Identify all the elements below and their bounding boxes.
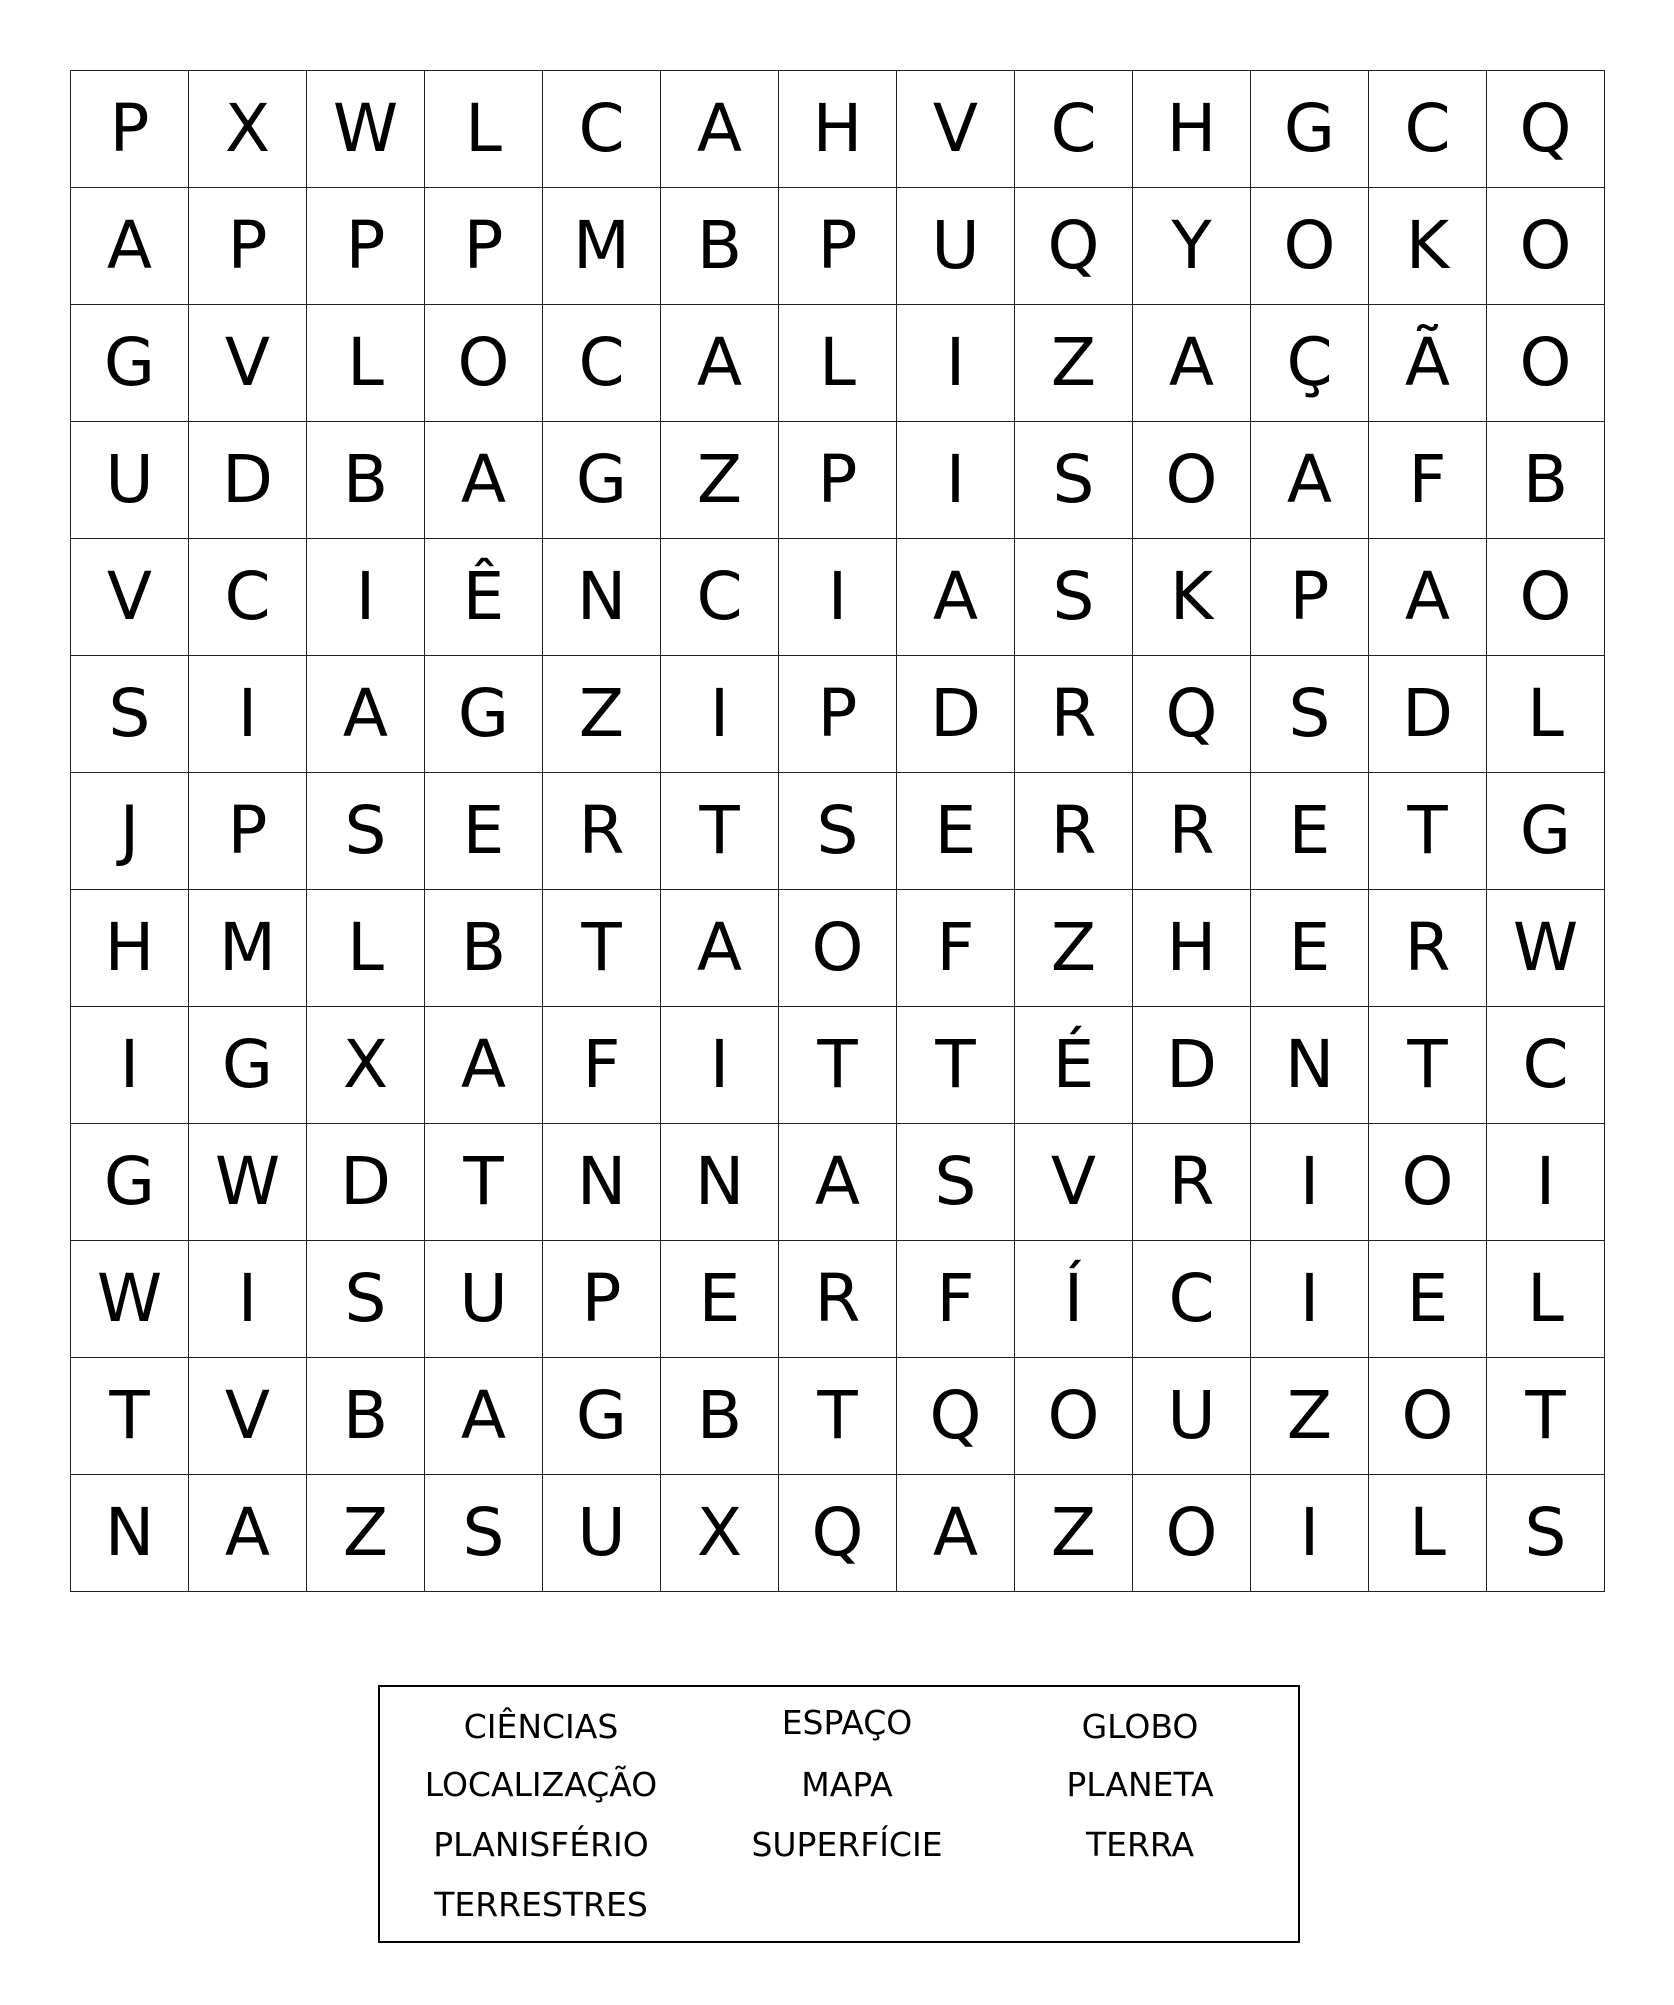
- grid-row: [71, 71, 1605, 188]
- grid-cell[interactable]: G: [1487, 773, 1605, 890]
- grid-cell[interactable]: T: [779, 1007, 897, 1124]
- grid-cell[interactable]: O: [779, 890, 897, 1007]
- grid-cell[interactable]: H: [71, 890, 189, 1007]
- grid-cell[interactable]: A: [661, 71, 779, 188]
- word-list-item: CIÊNCIAS: [463, 1707, 619, 1746]
- grid-cell[interactable]: N: [661, 1124, 779, 1241]
- grid-cell[interactable]: N: [71, 1475, 189, 1592]
- grid-cell[interactable]: B: [307, 422, 425, 539]
- grid-cell[interactable]: B: [1487, 422, 1605, 539]
- grid-cell[interactable]: Q: [1487, 71, 1605, 188]
- grid-cell[interactable]: R: [1369, 890, 1487, 1007]
- grid-cell[interactable]: G: [543, 422, 661, 539]
- grid-cell[interactable]: I: [1487, 1124, 1605, 1241]
- grid-cell[interactable]: C: [1487, 1007, 1605, 1124]
- grid-cell[interactable]: I: [779, 539, 897, 656]
- grid-cell[interactable]: L: [779, 305, 897, 422]
- grid-cell[interactable]: P: [425, 188, 543, 305]
- word-list-item: PLANISFÉRIO: [433, 1825, 649, 1864]
- grid-cell[interactable]: Z: [543, 656, 661, 773]
- grid-cell[interactable]: M: [189, 890, 307, 1007]
- grid-cell[interactable]: A: [71, 188, 189, 305]
- grid-cell[interactable]: G: [425, 656, 543, 773]
- grid-cell[interactable]: I: [189, 656, 307, 773]
- grid-cell[interactable]: W: [71, 1241, 189, 1358]
- grid-cell[interactable]: Z: [1251, 1358, 1369, 1475]
- grid-cell[interactable]: H: [1133, 71, 1251, 188]
- grid-cell[interactable]: Ã: [1369, 305, 1487, 422]
- grid-cell[interactable]: C: [543, 71, 661, 188]
- grid-row: [71, 188, 1605, 305]
- grid-cell[interactable]: T: [897, 1007, 1015, 1124]
- grid-cell[interactable]: S: [897, 1124, 1015, 1241]
- grid-cell[interactable]: U: [1133, 1358, 1251, 1475]
- grid-cell[interactable]: K: [1369, 188, 1487, 305]
- grid-cell[interactable]: Í: [1015, 1241, 1133, 1358]
- grid-row: [71, 305, 1605, 422]
- grid-cell[interactable]: W: [189, 1124, 307, 1241]
- word-list-item: PLANETA: [1066, 1765, 1214, 1804]
- grid-cell[interactable]: K: [1133, 539, 1251, 656]
- grid-row: [71, 656, 1605, 773]
- grid-cell[interactable]: I: [897, 305, 1015, 422]
- grid-cell[interactable]: E: [1251, 773, 1369, 890]
- grid-cell[interactable]: O: [1487, 188, 1605, 305]
- grid-cell[interactable]: G: [1251, 71, 1369, 188]
- grid-cell[interactable]: O: [425, 305, 543, 422]
- grid-cell[interactable]: E: [1369, 1241, 1487, 1358]
- grid-cell[interactable]: A: [661, 305, 779, 422]
- grid-cell[interactable]: P: [1251, 539, 1369, 656]
- grid-cell[interactable]: S: [779, 773, 897, 890]
- grid-cell[interactable]: G: [189, 1007, 307, 1124]
- grid-cell[interactable]: A: [779, 1124, 897, 1241]
- grid-cell[interactable]: P: [779, 656, 897, 773]
- grid-cell[interactable]: O: [1369, 1358, 1487, 1475]
- grid-cell[interactable]: J: [71, 773, 189, 890]
- grid-cell[interactable]: I: [897, 422, 1015, 539]
- grid-cell[interactable]: B: [307, 1358, 425, 1475]
- grid-cell[interactable]: P: [779, 422, 897, 539]
- grid-cell[interactable]: P: [307, 188, 425, 305]
- grid-cell[interactable]: T: [425, 1124, 543, 1241]
- grid-cell[interactable]: X: [661, 1475, 779, 1592]
- grid-cell[interactable]: Ê: [425, 539, 543, 656]
- grid-cell[interactable]: C: [1369, 71, 1487, 188]
- grid-row: [71, 1475, 1605, 1592]
- grid-cell[interactable]: R: [1015, 656, 1133, 773]
- grid-cell[interactable]: E: [1251, 890, 1369, 1007]
- grid-cell[interactable]: X: [189, 71, 307, 188]
- grid-cell[interactable]: S: [1015, 539, 1133, 656]
- grid-cell[interactable]: Q: [779, 1475, 897, 1592]
- word-list-column-1: [388, 1687, 694, 1941]
- grid-cell[interactable]: N: [1251, 1007, 1369, 1124]
- grid-cell[interactable]: A: [189, 1475, 307, 1592]
- grid-cell[interactable]: S: [71, 656, 189, 773]
- grid-cell[interactable]: X: [307, 1007, 425, 1124]
- grid-cell[interactable]: Z: [1015, 1475, 1133, 1592]
- grid-cell[interactable]: T: [1487, 1358, 1605, 1475]
- grid-cell[interactable]: F: [897, 1241, 1015, 1358]
- grid-cell[interactable]: Q: [897, 1358, 1015, 1475]
- grid-cell[interactable]: F: [543, 1007, 661, 1124]
- grid-cell[interactable]: Q: [1133, 656, 1251, 773]
- grid-cell[interactable]: U: [425, 1241, 543, 1358]
- grid-cell[interactable]: T: [1369, 773, 1487, 890]
- grid-cell[interactable]: E: [661, 1241, 779, 1358]
- grid-cell[interactable]: P: [189, 773, 307, 890]
- grid-cell[interactable]: O: [1133, 422, 1251, 539]
- grid-cell[interactable]: R: [1133, 773, 1251, 890]
- grid-cell[interactable]: F: [897, 890, 1015, 1007]
- grid-cell[interactable]: I: [307, 539, 425, 656]
- grid-cell[interactable]: A: [897, 539, 1015, 656]
- grid-cell[interactable]: C: [1133, 1241, 1251, 1358]
- grid-cell[interactable]: W: [307, 71, 425, 188]
- grid-cell[interactable]: S: [425, 1475, 543, 1592]
- grid-cell[interactable]: S: [1487, 1475, 1605, 1592]
- grid-cell[interactable]: H: [1133, 890, 1251, 1007]
- grid-cell[interactable]: W: [1487, 890, 1605, 1007]
- grid-cell[interactable]: A: [1133, 305, 1251, 422]
- grid-cell[interactable]: A: [425, 1358, 543, 1475]
- grid-cell[interactable]: V: [189, 1358, 307, 1475]
- grid-cell[interactable]: P: [189, 188, 307, 305]
- grid-cell[interactable]: A: [1251, 422, 1369, 539]
- grid-row: [71, 1358, 1605, 1475]
- grid-cell[interactable]: A: [425, 422, 543, 539]
- grid-cell[interactable]: I: [1251, 1475, 1369, 1592]
- grid-cell[interactable]: I: [661, 1007, 779, 1124]
- grid-cell[interactable]: T: [71, 1358, 189, 1475]
- grid-row: [71, 1007, 1605, 1124]
- grid-row: [71, 1124, 1605, 1241]
- grid-cell[interactable]: S: [307, 1241, 425, 1358]
- grid-cell[interactable]: C: [1015, 71, 1133, 188]
- word-list-column-2: [694, 1687, 1000, 1941]
- grid-cell[interactable]: U: [71, 422, 189, 539]
- grid-cell[interactable]: A: [1369, 539, 1487, 656]
- word-list-item: LOCALIZAÇÃO: [424, 1765, 658, 1804]
- grid-cell[interactable]: Z: [1015, 890, 1133, 1007]
- grid-cell[interactable]: R: [543, 773, 661, 890]
- grid-cell[interactable]: Ç: [1251, 305, 1369, 422]
- grid-cell[interactable]: C: [661, 539, 779, 656]
- grid-cell[interactable]: D: [897, 656, 1015, 773]
- word-list-item: TERRESTRES: [434, 1885, 648, 1924]
- grid-cell[interactable]: I: [71, 1007, 189, 1124]
- grid-cell[interactable]: C: [189, 539, 307, 656]
- grid-cell[interactable]: O: [1487, 305, 1605, 422]
- grid-cell[interactable]: A: [307, 656, 425, 773]
- grid-cell[interactable]: P: [543, 1241, 661, 1358]
- grid-cell[interactable]: V: [897, 71, 1015, 188]
- grid-cell[interactable]: T: [661, 773, 779, 890]
- grid-cell[interactable]: I: [1251, 1241, 1369, 1358]
- grid-cell[interactable]: G: [543, 1358, 661, 1475]
- grid-cell[interactable]: Z: [661, 422, 779, 539]
- grid-cell[interactable]: R: [1133, 1124, 1251, 1241]
- grid-cell[interactable]: L: [425, 71, 543, 188]
- grid-cell[interactable]: A: [661, 890, 779, 1007]
- grid-cell[interactable]: I: [1251, 1124, 1369, 1241]
- grid-cell[interactable]: I: [661, 656, 779, 773]
- grid-cell[interactable]: S: [1251, 656, 1369, 773]
- grid-cell[interactable]: D: [1133, 1007, 1251, 1124]
- grid-cell[interactable]: G: [71, 1124, 189, 1241]
- grid-row: [71, 773, 1605, 890]
- grid-cell[interactable]: H: [779, 71, 897, 188]
- grid-cell[interactable]: U: [897, 188, 1015, 305]
- word-list-box: [378, 1685, 1300, 1943]
- grid-cell[interactable]: Z: [1015, 305, 1133, 422]
- grid-cell[interactable]: E: [425, 773, 543, 890]
- word-list-item: ESPAÇO: [781, 1703, 913, 1742]
- grid-cell[interactable]: O: [1251, 188, 1369, 305]
- letter-grid: [70, 70, 1605, 1592]
- grid-cell[interactable]: P: [779, 188, 897, 305]
- grid-cell[interactable]: R: [779, 1241, 897, 1358]
- grid-cell[interactable]: B: [425, 890, 543, 1007]
- grid-cell[interactable]: B: [661, 1358, 779, 1475]
- grid-cell[interactable]: A: [425, 1007, 543, 1124]
- grid-cell[interactable]: S: [307, 773, 425, 890]
- grid-cell[interactable]: T: [543, 890, 661, 1007]
- grid-cell[interactable]: T: [779, 1358, 897, 1475]
- grid-row: [71, 539, 1605, 656]
- grid-cell[interactable]: L: [1487, 1241, 1605, 1358]
- grid-row: [71, 422, 1605, 539]
- grid-cell[interactable]: L: [1369, 1475, 1487, 1592]
- grid-cell[interactable]: L: [1487, 656, 1605, 773]
- grid-cell[interactable]: L: [307, 305, 425, 422]
- grid-cell[interactable]: Q: [1015, 188, 1133, 305]
- grid-cell[interactable]: U: [543, 1475, 661, 1592]
- grid-cell[interactable]: O: [1487, 539, 1605, 656]
- grid-cell[interactable]: V: [71, 539, 189, 656]
- grid-cell[interactable]: C: [543, 305, 661, 422]
- grid-cell[interactable]: L: [307, 890, 425, 1007]
- grid-cell[interactable]: Z: [307, 1475, 425, 1592]
- grid-cell[interactable]: V: [189, 305, 307, 422]
- grid-cell[interactable]: B: [661, 188, 779, 305]
- grid-cell[interactable]: E: [897, 773, 1015, 890]
- grid-cell[interactable]: D: [307, 1124, 425, 1241]
- grid-cell[interactable]: R: [1015, 773, 1133, 890]
- grid-cell[interactable]: D: [189, 422, 307, 539]
- grid-row: [71, 890, 1605, 1007]
- grid-cell[interactable]: V: [1015, 1124, 1133, 1241]
- grid-cell[interactable]: N: [543, 539, 661, 656]
- grid-row: [71, 1241, 1605, 1358]
- word-list-item: MAPA: [801, 1765, 893, 1804]
- grid-cell[interactable]: M: [543, 188, 661, 305]
- grid-cell[interactable]: O: [1133, 1475, 1251, 1592]
- grid-cell[interactable]: F: [1369, 422, 1487, 539]
- word-list-item: SUPERFÍCIE: [751, 1825, 943, 1864]
- grid-cell[interactable]: P: [71, 71, 189, 188]
- grid-cell[interactable]: D: [1369, 656, 1487, 773]
- grid-cell[interactable]: A: [897, 1475, 1015, 1592]
- grid-cell[interactable]: I: [189, 1241, 307, 1358]
- word-list-column-3: [987, 1687, 1293, 1941]
- grid-cell[interactable]: T: [1369, 1007, 1487, 1124]
- grid-cell[interactable]: G: [71, 305, 189, 422]
- word-list-item: TERRA: [1085, 1825, 1195, 1864]
- grid-cell[interactable]: É: [1015, 1007, 1133, 1124]
- grid-cell[interactable]: O: [1015, 1358, 1133, 1475]
- grid-cell[interactable]: O: [1369, 1124, 1487, 1241]
- grid-cell[interactable]: Y: [1133, 188, 1251, 305]
- grid-cell[interactable]: S: [1015, 422, 1133, 539]
- word-list-item: GLOBO: [1081, 1707, 1199, 1746]
- grid-cell[interactable]: N: [543, 1124, 661, 1241]
